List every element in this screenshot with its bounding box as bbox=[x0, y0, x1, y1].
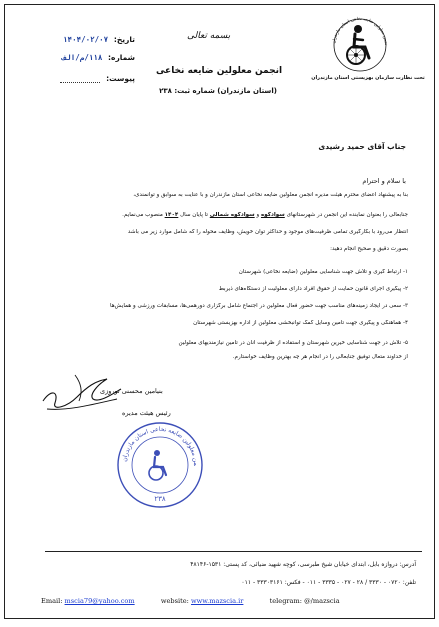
footer-address: آدرس: دروازه بابل، ابتدای خیابان شیخ طبرسی، کوچه شهید ضیائی، کد پستی: ۱۵۳۱-۴۸۱۴۶ bbox=[190, 561, 416, 568]
recipient: جناب آقای حمید رشیدی bbox=[318, 142, 406, 151]
website-label: website: bbox=[160, 597, 189, 605]
telegram-label: telegram: bbox=[269, 597, 302, 605]
org-province: (استان مازندران) شماره ثبت: ۲۳۸ bbox=[159, 87, 277, 95]
wheelchair-logo-icon bbox=[325, 11, 395, 73]
date-row bbox=[25, 35, 135, 44]
attachment-row bbox=[25, 74, 135, 83]
telegram-handle[interactable]: @/mazscia bbox=[304, 597, 340, 605]
letter-page bbox=[4, 4, 435, 619]
footer-phones: تلفن: ۰۷۲۰ - ۳۳۳۰ / ۲۸ - ۰۲۷ - ۳۳۳۵ - ۰۱۱ - فکس: ۳۳۳۰۳۱۶۱ - ۰۱۱ bbox=[241, 579, 416, 586]
attachment-label: پیوست: bbox=[106, 74, 135, 83]
attachment-blank bbox=[60, 76, 100, 83]
number-label: شماره: bbox=[108, 53, 135, 62]
body-line-1: بنا به پیشنهاد اعضای محترم هیئت مدیره انجمن معلولین ضایعه نخاعی استان مازندران و با عنایت به سوابق و توانمندی، bbox=[133, 192, 408, 198]
footer-contacts bbox=[41, 597, 422, 605]
city-savadkuh: سوادکوه bbox=[260, 212, 285, 218]
body-line-4: بصورت دقیق و صحیح انجام دهید: bbox=[330, 246, 408, 252]
body-line-2-e: تا پایان سال bbox=[180, 212, 208, 218]
signer-name: بنیامین محسنی نوروزی bbox=[100, 387, 163, 395]
body-line-2-c: و bbox=[256, 212, 260, 218]
duty-item: ۳- سعی در ایجاد زمینه‌های مناسب جهت حضور فعال معلولین در اجتماع شامل برگزاری دورهمی‌ها، مسابقات ورزشی و همایش‌ها bbox=[110, 303, 408, 309]
duty-item: ۱- ارتباط گیری و تلاش جهت شناسایی معلولین (ضایعه نخاعی) شهرستان bbox=[238, 269, 408, 275]
signer-title: رئیس هیئت مدیره bbox=[122, 409, 171, 417]
email-label: Email: bbox=[41, 597, 63, 605]
date-label: تاریخ: bbox=[113, 35, 135, 44]
supervision-text: تحت نظارت سازمان بهزیستی استان مازندران bbox=[311, 75, 425, 81]
greeting: با سلام و احترام bbox=[362, 177, 406, 185]
year-value: ۱۴۰۴ bbox=[164, 212, 179, 218]
duty-item: ۲- پیگیری اجرای قانون حمایت از حقوق افراد دارای معلولیت از دستگاه‌های ذیربط bbox=[218, 286, 408, 292]
footer-divider bbox=[45, 551, 422, 552]
logo-ring-text: نجمن معلولین ضایعه نخاعی استان مازندران bbox=[331, 15, 390, 46]
org-name: انجمن معلولین ضایعه نخاعی bbox=[155, 66, 283, 76]
duty-item: ۵- تلاش در جهت شناسایی خیرین شهرستان و استفاده از ظرفیت آنان در تامین نیازمندیهای معلولین bbox=[178, 340, 408, 346]
body-line-2-g: منصوب می‌نمایم. bbox=[122, 212, 163, 218]
stamp-number: ۲۳۸ bbox=[154, 495, 166, 503]
body-line-3: انتظار می‌رود با بکارگیری تمامی ظرفیت‌های موجود و حداکثر توان خویش، وظایف محوله را که شامل موارد زیر می باشد bbox=[127, 229, 408, 235]
number-row bbox=[25, 53, 135, 62]
website-link[interactable]: www.mazscia.ir bbox=[191, 597, 244, 605]
body-line-2-a: جنابعالی را بعنوان نماینده این انجمن در شهرستانهای bbox=[286, 212, 408, 218]
bismillah: بسمه تعالی bbox=[187, 31, 231, 41]
body-line-2 bbox=[21, 212, 408, 219]
organization-stamp-icon bbox=[110, 413, 210, 513]
date-value: ۱۴۰۴/۰۲/۰۷ bbox=[63, 35, 109, 44]
stamp-ring-text: من معلولین ضایعه نخاعی استان مازندران bbox=[121, 425, 200, 466]
number-value: ۱۱۸/م/الف bbox=[61, 53, 103, 62]
city-north-savadkuh: سوادکوه شمالی bbox=[209, 212, 255, 218]
duty-item: ۴- هماهنگی و پیگیری جهت تامین وسایل کمک توانبخشی معلولین از اداره بهزیستی شهرستان bbox=[193, 320, 408, 326]
closing-line: از خداوند متعال توفیق جنابعالی را در انجام هر چه بهترین وظایف خواستارم. bbox=[232, 354, 408, 360]
email-link[interactable]: mscia79@yahoo.com bbox=[64, 597, 135, 605]
